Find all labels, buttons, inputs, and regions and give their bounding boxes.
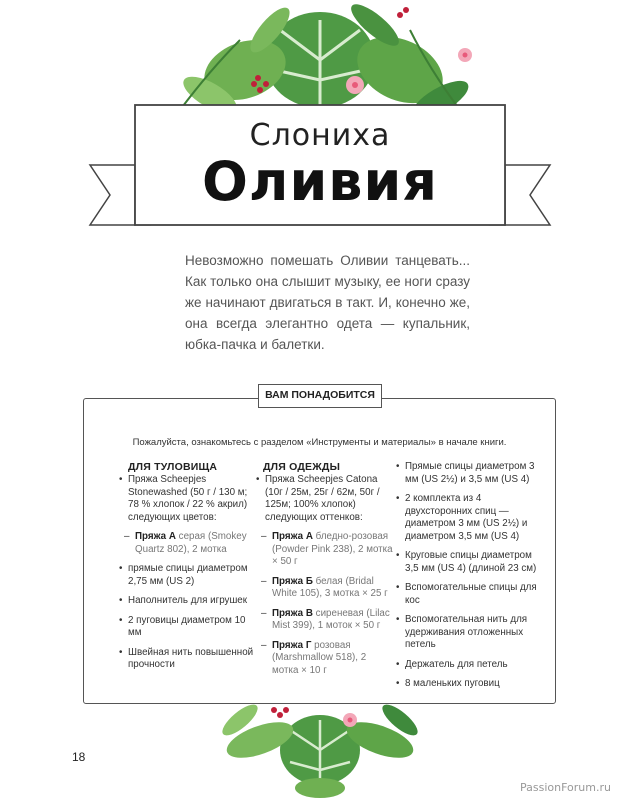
list-item: • Прямые спицы диаметром 3 мм (US 2½) и 3,5 мм (US 4)	[395, 461, 540, 486]
page-title: Оливия	[202, 150, 438, 213]
yarn-label: Пряжа Г	[272, 639, 312, 651]
yarn-details: белая (Bridal White 105), 3 мотка × 25 г	[272, 575, 388, 599]
list-item: • 2 комплекта из 4 двухсторонних спиц — диаметром 3 мм (US 2½) и диаметром 3,5 мм (US 4)	[395, 493, 540, 543]
berries-icon	[271, 707, 289, 718]
list-item: • Пряжа Scheepjes Catona (10г / 25м, 25г / 62м, 50г / 125м; 100% хлопок) следующих оттенков:	[255, 474, 395, 524]
list-item: • Держатель для петель	[395, 659, 540, 672]
page-number: 18	[72, 750, 86, 764]
list-subitem	[255, 640, 395, 678]
body-materials-list	[118, 474, 258, 679]
clothes-materials-list	[255, 474, 395, 684]
watermark: PassionForum.ru	[520, 781, 611, 794]
list-item: • Наполнитель для игрушек	[118, 595, 258, 608]
flower-icon	[343, 713, 357, 727]
list-item: • 8 маленьких пуговиц	[395, 678, 540, 691]
tools-note: Пожалуйста, ознакомьтесь с разделом «Инструменты и материалы» в начале книги.	[132, 437, 507, 448]
tropical-leaves-bottom-decoration	[200, 700, 440, 800]
yarn-label: Пряжа А	[272, 531, 313, 542]
list-subitem	[118, 531, 258, 556]
tools-list	[395, 461, 540, 698]
list-item: • Пряжа Scheepjes Stonewashed (50 г / 130 м; 78 % хлопок / 22 % акрил) следующих цветов:	[118, 474, 258, 524]
yarn-label: Пряжа А	[135, 531, 176, 542]
yarn-details: бледно-розовая (Powder Pink 238), 2 мотка × 50 г	[272, 531, 393, 567]
list-item: • прямые спицы диаметром 2,75 мм (US 2)	[118, 563, 258, 588]
title-small: Слониха	[249, 118, 391, 153]
column-heading-body: ДЛЯ ТУЛОВИЩА	[128, 461, 218, 473]
yarn-details: розовая (Marshmallow 518), 2 мотка × 10 г	[272, 639, 367, 676]
materials-box-heading: ВАМ ПОНАДОБИТСЯ	[265, 389, 375, 401]
yarn-label: Пряжа В	[272, 607, 313, 619]
yarn-details: серая (Smokey Quartz 802), 2 мотка	[135, 531, 247, 555]
list-subitem	[255, 576, 395, 601]
list-item: • Круговые спицы диаметром 3,5 мм (US 4) (длиной 23 см)	[395, 550, 540, 575]
intro-paragraph: Невозможно помешать Оливии танцевать... Как только она слышит музыку, ее ноги сразу же начинают двигаться в такт. И, конечно же, она всегда элегантно одета — купальник, юбка-пачка и балетки.	[185, 253, 470, 352]
list-item: • Вспомогательные спицы для кос	[395, 582, 540, 607]
list-item: • Вспомогательная нить для удерживания отложенных петель	[395, 614, 540, 652]
list-subitem	[255, 531, 395, 569]
yarn-label: Пряжа Б	[272, 575, 313, 587]
column-heading-clothes: ДЛЯ ОДЕЖДЫ	[263, 461, 341, 473]
list-item: • Швейная нить повышенной прочности	[118, 647, 258, 672]
yarn-details: сиреневая (Lilac Mist 399), 1 моток × 50 г	[272, 607, 390, 631]
list-item: • 2 пуговицы диаметром 10 мм	[118, 615, 258, 640]
list-subitem	[255, 608, 395, 633]
